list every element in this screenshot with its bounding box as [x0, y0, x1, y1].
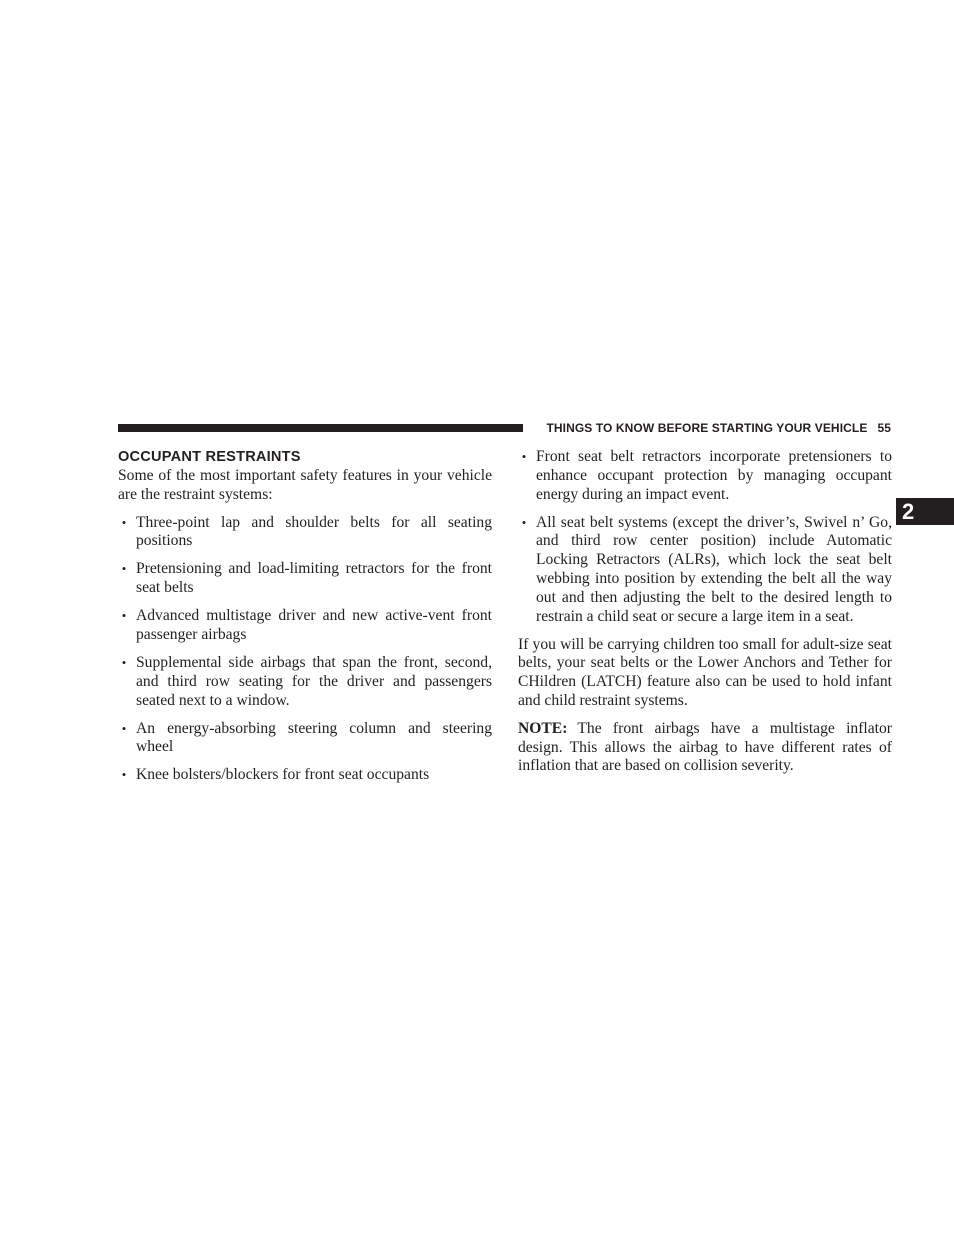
list-item: • Supplemental side airbags that span the front, second, and third row seating for the driver and passengers seated next to a window. — [118, 654, 492, 710]
bullet-icon: • — [121, 561, 127, 577]
running-title: THINGS TO KNOW BEFORE STARTING YOUR VEHICLE — [546, 421, 868, 435]
retractor-list — [518, 448, 892, 626]
intro-paragraph: Some of the most important safety features in your vehicle are the restraint systems: — [118, 467, 492, 503]
bullet-icon: • — [121, 608, 127, 624]
left-column — [118, 448, 492, 794]
list-item: • Three-point lap and shoulder belts for all seating positions — [118, 514, 492, 552]
latch-paragraph: If you will be carrying children too small for adult-size seat belts, your seat belts or the Lower Anchors and Tether for CHildren (LATCH) feature also can be used to hold infant and child restraint systems. — [518, 635, 892, 709]
page-number: 55 — [877, 421, 891, 435]
feature-list — [118, 514, 492, 786]
bullet-icon: • — [121, 720, 127, 736]
note-paragraph — [518, 720, 892, 776]
chapter-tab: 2 — [896, 498, 954, 525]
note-text: The front airbags have a multistage inflator design. This allows the airbag to have different rates of inflation that are based on collision severity. — [518, 719, 892, 775]
list-item: • Pretensioning and load-limiting retractors for the front seat belts — [118, 560, 492, 598]
bullet-icon: • — [521, 514, 527, 530]
list-item: • An energy-absorbing steering column and steering wheel — [118, 720, 492, 758]
running-header — [533, 420, 891, 436]
list-item: • All seat belt systems (except the driver’s, Swivel n’ Go, and third row center position) include Automatic Locking Retractors (ALRs), which lock the seat belt webbing into position by extending the belt all the way out and then adjusting the belt to the desired length to restrain a child seat or secure a large item in a seat. — [518, 514, 892, 627]
list-item: • Advanced multistage driver and new active-vent front passenger airbags — [118, 607, 492, 645]
header-rule — [118, 424, 523, 432]
section-title: OCCUPANT RESTRAINTS — [118, 449, 301, 465]
bullet-icon: • — [121, 767, 127, 783]
bullet-icon: • — [121, 654, 127, 670]
list-item: • Knee bolsters/blockers for front seat occupants — [118, 766, 492, 785]
note-label: NOTE: — [518, 719, 568, 737]
right-column — [518, 448, 892, 785]
list-item: • Front seat belt retractors incorporate pretensioners to enhance occupant protection by managing occupant energy during an impact event. — [518, 448, 892, 504]
bullet-icon: • — [521, 449, 527, 464]
bullet-icon: • — [121, 514, 127, 530]
